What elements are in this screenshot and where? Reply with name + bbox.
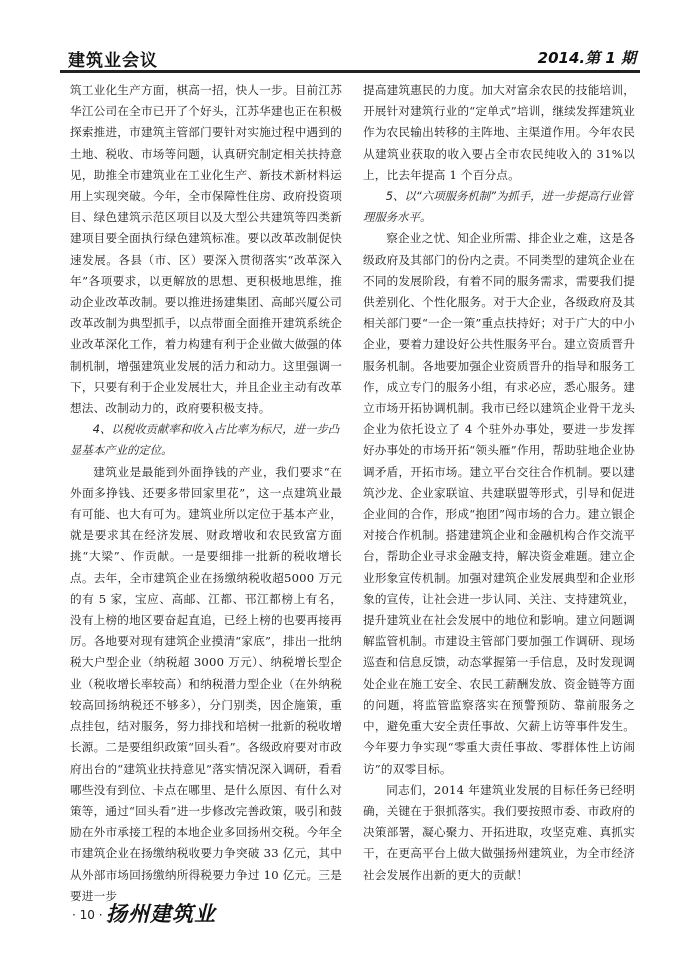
article-body: [70, 80, 635, 903]
paragraph: 提高建筑惠民的力度。加大对富余农民的技能培训，开展针对建筑行业的“定单式”培训，继续发挥建筑业作为农民输出转移的主阵地、主渠道作用。今年农民从建筑业获取的收入要占全市农民纯收入的 31%以上，比去年提高 1 个百分点。: [363, 83, 635, 182]
left-column: [70, 80, 342, 903]
section-title: 建筑业会议: [68, 51, 158, 71]
paragraph: 察企业之忧、知企业所需、排企业之难，这是各级政府及其部门的份内之责。不同类型的建筑企业在不同的发展阶段，有着不同的服务需求，需要我们提供差别化、个性化服务。对于大企业，各级政府及其相关部门要“一企一策”重点扶持好；对于广大的中小企业，要着力建设好公共性服务平台。建立资质晋升服务机制。各地要加强企业资质晋升的指导和服务工作，成立专门的服务小组，有求必应，悉心服务。建立市场开拓协调机制。我市已经以建筑企业骨干龙头企业为依托设立了 4 个驻外办事处，要进一步发挥好办事处的市场开拓“领头雁”作用，帮助驻地企业协调矛盾，开拓市场。建立平台交往合作机制。要以建筑沙龙、企业家联谊、共建联盟等形式，引导和促进企业间的合作，形成“抱团”闯市场的合力。建立银企对接合作机制。搭建建筑企业和金融机构合作交流平台，帮助企业寻求金融支持，解决资金难题。建立企业形象宣传机制。加强对建筑企业发展典型和企业形象的宣传，让社会进一步认同、关注、支持建筑业，提升建筑业在社会发展中的地位和影响。建立问题调解监管机制。市建设主管部门要加强工作调研、现场巡查和信息反馈，动态掌握第一手信息，及时发现调处企业在施工安全、农民工薪酬发放、资金链等方面的问题，将监管监察落实在预警预防、靠前服务之中，避免重大安全责任事故、欠薪上访等事件发生。今年要力争实现“零重大责任事故、零群体性上访闹访”的双零目标。: [363, 231, 635, 776]
running-header: [60, 44, 640, 73]
page-footer: [72, 898, 272, 928]
magazine-logo: 扬州建筑业: [106, 901, 216, 926]
paragraph: 建筑业是最能到外面挣钱的产业，我们要求“在外面多挣钱、还要多带回家里花”，这一点建筑业最有可能、也大有可为。建筑业所以定位于基本产业，就是要求其在经济发展、财政增收和农民致富方面挑“大梁”、作贡献。一是要细排一批新的税收增长点。去年，全市建筑企业在扬缴纳税收超5000 万元的有 5 家，宝应、高邮、江都、邗江都榜上有名，没有上榜的地区要奋起直追，已经上榜的也要再接再厉。各地要对现有建筑企业摸清“家底”，排出一批纳税大户型企业（纳税超 3000 万元）、纳税增长型企业（税收增长率较高）和纳税潜力型企业（在外纳税较高回扬纳税还不够多），分门别类，因企施策，重点挂包，结对服务，努力排找和培树一批新的税收增长源。二是要组织政策“回头看”。各级政府要对市政府出台的“建筑业扶持意见”落实情况深入调研，看看哪些没有到位、卡点在哪里、是什么原因、有什么对策等，通过“回头看”进一步修改完善政策，吸引和鼓励在外市承接工程的本地企业多回扬州交税。今年全市建筑企业在扬缴纳税收要力争突破 33 亿元，其中从外部市场回扬缴纳所得税要力争过 10 亿元。三是要进一步: [70, 464, 342, 903]
issue-number: 2014.第 1 期: [537, 49, 636, 67]
paragraph: 筑工业化生产方面，棋高一招，快人一步。目前江苏华江公司在全市已开了个好头，江苏华建也正在积极探索推进，市建筑主管部门要针对实施过程中遇到的土地、税收、市场等问题，认真研究制定相关扶持意见，助推全市建筑业在工业化生产、新技术新材料运用上实现突破。今年，全市保障性住房、政府投资项目、绿色建筑示范区项目以及大型公共建筑等四类新建项目要全面执行绿色建筑标准。要以改革改制促快速发展。各县（市、区）要深入贯彻落实“改革深入年”各项要求，以更解放的思想、更积极地思维，推动企业改革改制。要以推进扬建集团、高邮兴厦公司改革改制为典型抓手，以点带面全面推开建筑系统企业改革深化工作，着力构建有利于企业做大做强的体制机制，增强建筑业发展的活力和动力。这里强调一下，只要有利于企业发展壮大，并且企业主动有改革想法、改制动力的，政府要积极支持。: [70, 83, 342, 416]
section-heading: 4、以税收贡献率和收入占比率为标尺，进一步凸显基本产业的定位。: [70, 422, 340, 458]
paragraph: 同志们，2014 年建筑业发展的目标任务已经明确，关键在于狠抓落实。我们要按照市委、市政府的决策部署，凝心聚力、开拓进取，攻坚克难、真抓实干，在更高平台上做大做强扬州建筑业，为全市经济社会发展作出新的更大的贡献！: [363, 782, 635, 882]
right-column: [363, 80, 635, 880]
page-number: · 10 ·: [72, 908, 103, 922]
section-heading: 5、以“六项服务机制”为抓手，进一步提高行业管理服务水平。: [363, 189, 633, 225]
